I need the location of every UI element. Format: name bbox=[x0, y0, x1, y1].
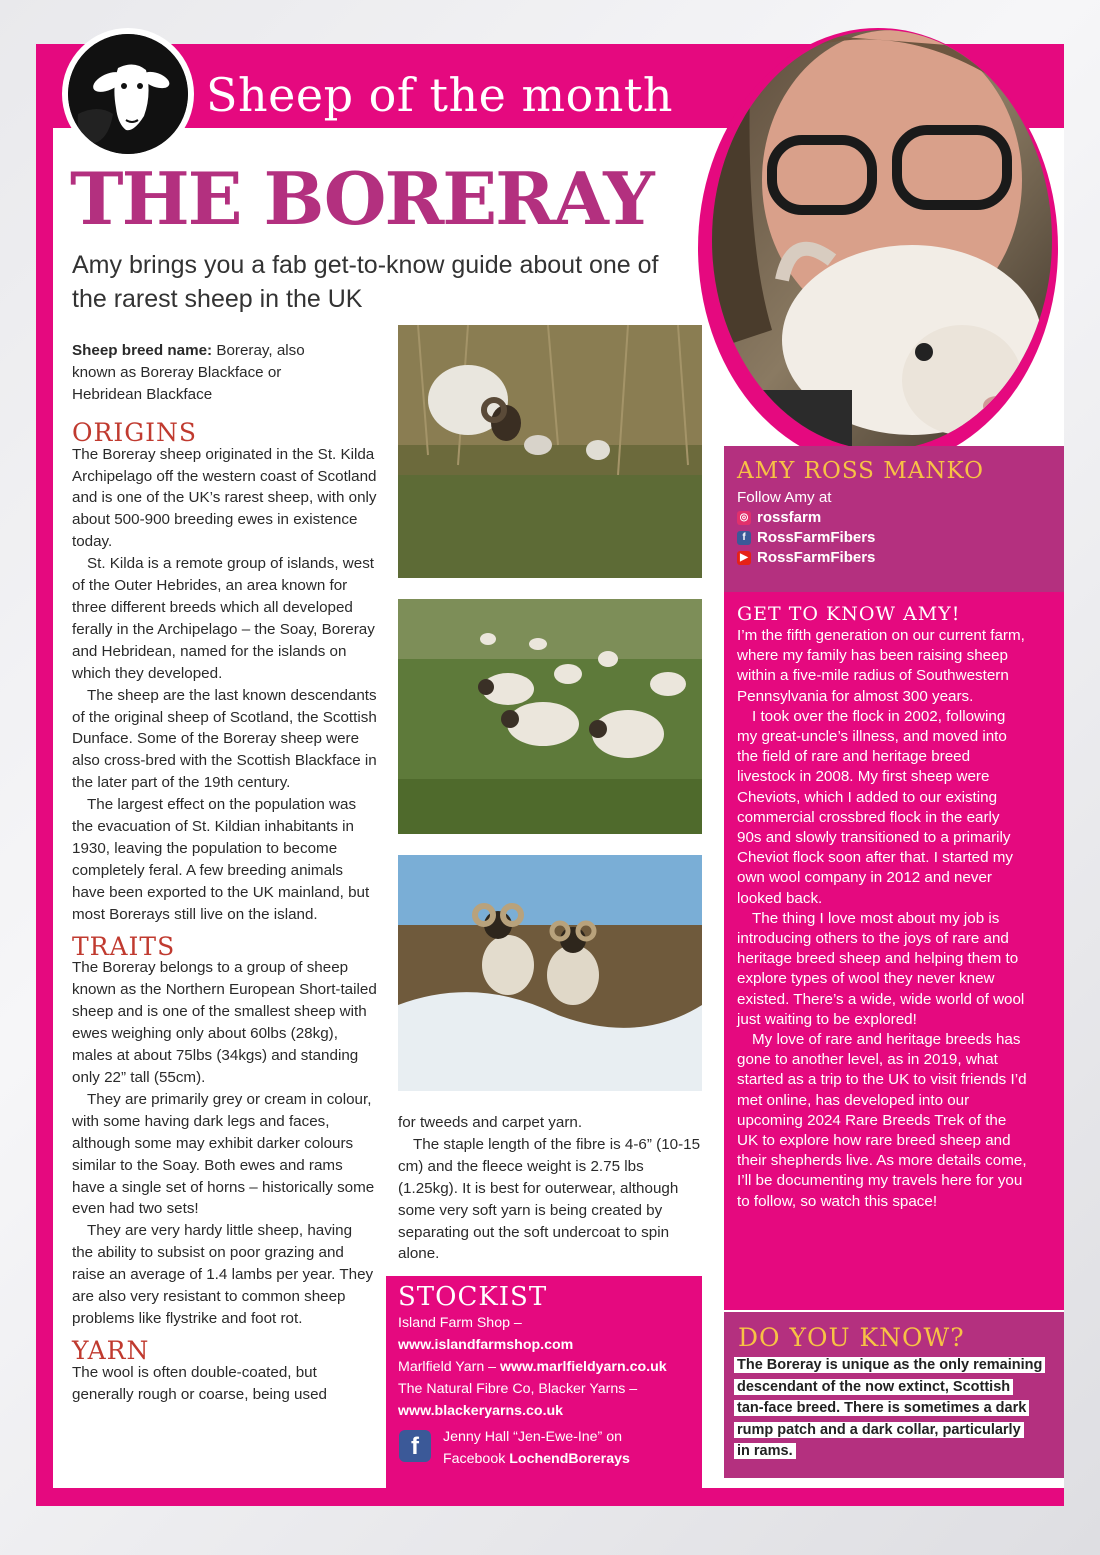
dyk-line: tan-face breed. There is sometimes a dark bbox=[734, 1400, 1029, 1416]
origins-paragraph: St. Kilda is a remote group of islands, west of the Outer Hebrides, an area known for three different breeds which all developed ferally in the Archipelago – the Soay, Boreray and Hebridean, named for the islands on which they developed. bbox=[72, 555, 375, 682]
facebook-icon: f bbox=[399, 1430, 431, 1462]
youtube-icon: ▶ bbox=[737, 551, 751, 565]
do-you-know-heading: DO YOU KNOW? bbox=[738, 1323, 965, 1352]
stockist-name: Island Farm Shop – bbox=[398, 1315, 522, 1331]
instagram-icon: ◎ bbox=[737, 511, 751, 525]
stockist-item bbox=[398, 1378, 698, 1422]
facebook-prefix: Facebook bbox=[443, 1451, 510, 1467]
get-to-know-content bbox=[737, 603, 1057, 1212]
yarn-heading: YARN bbox=[72, 1335, 150, 1365]
origins-paragraph: The largest effect on the population was the evacuation of St. Kildian inhabitants in 1930, leaving the population to become completely feral. A few breeding animals have been exported to the UK mainland, but most Borerays still live on the island. bbox=[72, 796, 370, 923]
youtube-handle: RossFarmFibers bbox=[757, 549, 876, 567]
page-headline: THE BORERAY bbox=[70, 156, 653, 241]
do-you-know-text bbox=[734, 1355, 1054, 1463]
stockist-heading: STOCKIST bbox=[398, 1282, 548, 1312]
breed-name-intro bbox=[72, 340, 322, 406]
author-name: AMY ROSS MANKO bbox=[737, 458, 984, 484]
stockist-item bbox=[398, 1312, 698, 1356]
dyk-line: rump patch and a dark collar, particularly bbox=[734, 1422, 1024, 1438]
yarn-continued bbox=[398, 1112, 703, 1265]
traits-paragraph: They are primarily grey or cream in colour, with some having dark legs and faces, although some may exhibit darker colours similar to the Soay. Both ewes and rams have a single set of horns – historically some even had two sets! bbox=[72, 1090, 375, 1218]
stockist-name: Marlfield Yarn – bbox=[398, 1359, 500, 1375]
stockist-url[interactable]: www.blackeryarns.co.uk bbox=[398, 1403, 564, 1419]
facebook-icon: f bbox=[737, 531, 751, 545]
stockist-url[interactable]: www.marlfieldyarn.co.uk bbox=[500, 1359, 667, 1375]
facebook-page: LochendBorerays bbox=[509, 1451, 630, 1467]
follow-label: Follow Amy at bbox=[737, 489, 832, 506]
main-column bbox=[72, 340, 377, 1406]
photo-flock-in-field bbox=[398, 599, 702, 834]
traits-heading: TRAITS bbox=[72, 931, 176, 961]
breed-name-label: Sheep breed name: bbox=[72, 342, 213, 359]
gtk-paragraph: My love of rare and heritage breeds has gone to another level, as in 2019, what started as a trip to the UK to visit friends I’d met online, has developed into our upcoming 2024 Rare Breeds Trek of the UK to explore how rare breed sheep and their shepherds live. As more details come, I’ll be documenting my travels here for you to follow, so watch this space! bbox=[737, 1031, 1027, 1210]
traits-paragraph: The Boreray belongs to a group of sheep known as the Northern European Short-tailed sheep and is one of the smallest sheep with ewes weighing only about 60lbs (28kg), males at about 75lbs (34kgs) and standing only 22” tall (55cm). bbox=[72, 959, 377, 1086]
author-follow bbox=[737, 488, 1057, 568]
dyk-line: in rams. bbox=[734, 1443, 796, 1459]
gtk-paragraph: I’m the fifth generation on our current farm, where my family has been raising sheep within a five-mile radius of Southwestern Pennsylvania for almost 300 years. bbox=[737, 627, 1025, 705]
origins-paragraph: The sheep are the last known descendants of the original sheep of Scotland, the Scottish Dunface. Some of the Boreray sheep were also cross-bred with the Scottish Blackface in the later part of the 19th century. bbox=[72, 686, 377, 792]
facebook-handle: RossFarmFibers bbox=[757, 529, 876, 547]
author-photo bbox=[712, 30, 1052, 450]
stockist-url[interactable]: www.islandfarmshop.com bbox=[398, 1337, 574, 1353]
instagram-handle: rossfarm bbox=[757, 509, 822, 527]
yarn-paragraph: The staple length of the fibre is 4-6” (10-15 cm) and the fleece weight is 2.75 lbs (1.25kg). It is best for outerwear, although some very soft yarn is being created by separating out the soft undercoat to spin alone. bbox=[398, 1135, 701, 1263]
section-title: Sheep of the month bbox=[206, 68, 674, 122]
stockist-item bbox=[398, 1356, 698, 1378]
origins-heading: ORIGINS bbox=[72, 417, 198, 447]
gtk-paragraph: I took over the flock in 2002, following my great-uncle’s illness, and moved into the field of rare and heritage breed livestock in 2008. My first sheep were Cheviots, which I added to our existing commercial crossbred flock in the early 90s and slowly transitioned to a primarily Cheviot flock soon after that. I started my own wool company in 2012 and never looked back. bbox=[737, 707, 1014, 907]
stockist-facebook[interactable] bbox=[443, 1426, 693, 1470]
photo-ewe-with-lambs bbox=[398, 325, 702, 578]
yarn-paragraph: for tweeds and carpet yarn. bbox=[398, 1114, 583, 1131]
facebook-line: Jenny Hall “Jen-Ewe-Ine” on bbox=[443, 1429, 622, 1445]
yarn-paragraph: The wool is often double-coated, but generally rough or coarse, being used bbox=[72, 1363, 327, 1403]
breed-name-text: Boreray, also known as Boreray Blackface or Hebridean Blackface bbox=[72, 342, 305, 403]
stockist-content bbox=[398, 1282, 698, 1422]
standfirst: Amy brings you a fab get-to-know guide about one of the rarest sheep in the UK bbox=[72, 251, 659, 313]
get-to-know-heading: GET TO KNOW AMY! bbox=[737, 603, 961, 625]
dyk-line: descendant of the now extinct, Scottish bbox=[734, 1379, 1013, 1395]
origins-paragraph: The Boreray sheep originated in the St. Kilda Archipelago off the western coast of Scotland and is one of the UK’s rarest sheep, with only about 500-900 breeding ewes in existence today. bbox=[72, 445, 377, 551]
traits-paragraph: They are very hardy little sheep, having the ability to subsist on poor grazing and raise an average of 1.4 lambs per year. They are also very resistant to common sheep problems like flystrike and foot rot. bbox=[72, 1222, 374, 1327]
facebook-link[interactable] bbox=[737, 528, 1057, 548]
youtube-link[interactable] bbox=[737, 548, 1057, 568]
sheep-logo-icon bbox=[68, 34, 188, 154]
dyk-line: The Boreray is unique as the only remaining bbox=[734, 1357, 1045, 1373]
stockist-name: The Natural Fibre Co, Blacker Yarns – bbox=[398, 1381, 638, 1397]
photo-rams-in-snow bbox=[398, 855, 702, 1091]
instagram-link[interactable] bbox=[737, 508, 1057, 528]
gtk-paragraph: The thing I love most about my job is introducing others to the joys of rare and heritage breed sheep and helping them to explore types of wool they never knew existed. There’s a wide, wide world of wool just waiting to be explored! bbox=[737, 909, 1025, 1028]
